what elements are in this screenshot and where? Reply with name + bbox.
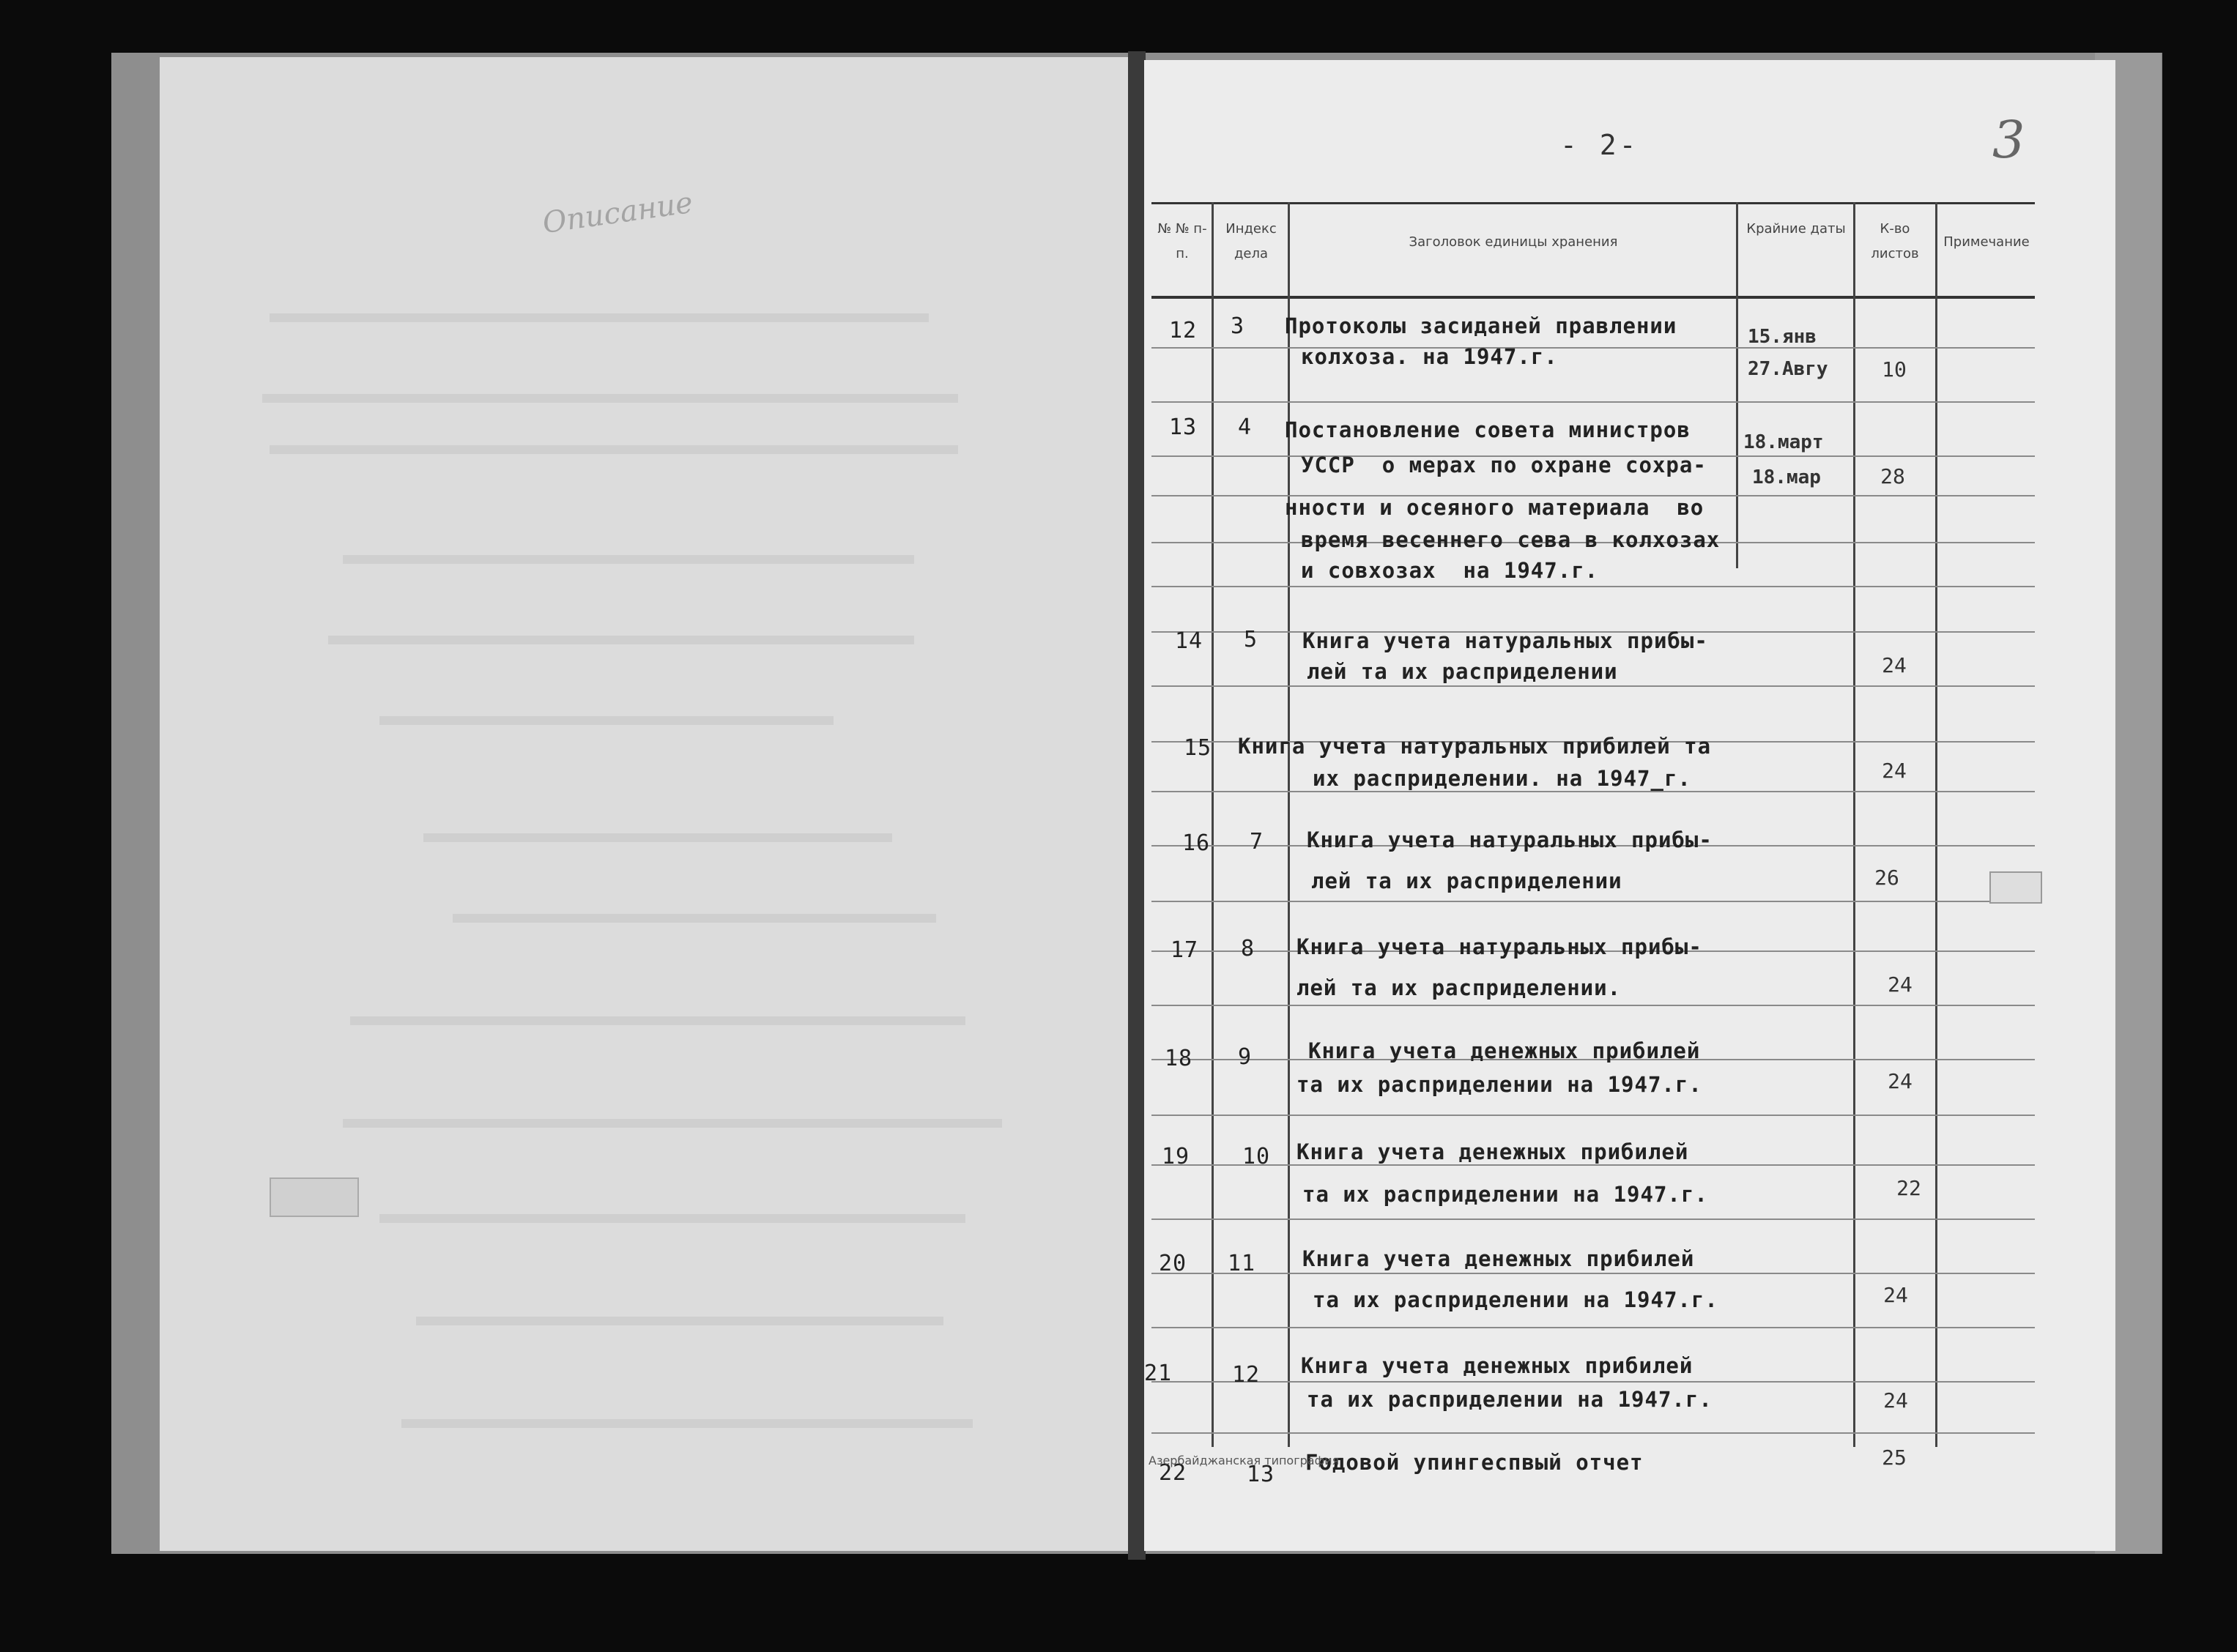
page-number: - 2- (1560, 129, 1639, 161)
row-rule (1151, 1327, 2035, 1328)
row-sheets: 24 (1888, 1069, 1913, 1093)
ghost-line (343, 1119, 1002, 1128)
row-sheets: 24 (1888, 972, 1913, 997)
row-num: 13 (1169, 414, 1198, 440)
row-date: 27.Авгу (1748, 358, 1828, 380)
header-bottom-line (1151, 296, 2035, 299)
row-rule (1151, 685, 2035, 687)
column-divider (1288, 202, 1290, 1447)
row-rule (1151, 586, 2035, 587)
header-dates: Крайние даты (1746, 221, 1846, 237)
row-sheets: 22 (1896, 1176, 1921, 1200)
row-sheets: 28 (1880, 464, 1905, 488)
cell-stamp (1989, 871, 2042, 904)
row-num: 14 (1175, 628, 1203, 654)
row-title: та их расприделении на 1947.г. (1302, 1182, 1708, 1207)
row-rule (1151, 1273, 2035, 1274)
row-rule (1151, 1218, 2035, 1220)
row-index: 8 (1241, 936, 1255, 961)
row-title: их расприделении. на 1947_г. (1313, 766, 1691, 791)
ghost-line (270, 445, 958, 454)
row-sheets: 24 (1883, 1283, 1908, 1307)
row-title: лей та их расприделении. (1296, 975, 1622, 1000)
row-title: та их расприделении на 1947.г. (1307, 1387, 1713, 1412)
row-rule (1151, 1381, 2035, 1383)
row-title: лей та их расприделении (1307, 659, 1618, 684)
folio-number: 3 (1992, 110, 2025, 170)
handwritten-note: Описание (540, 185, 695, 241)
row-title: Книга учета денежных прибилей (1302, 1246, 1695, 1271)
row-index: 13 (1247, 1462, 1275, 1487)
row-sheets: 24 (1882, 759, 1907, 783)
row-date: 15.янв (1748, 326, 1817, 348)
row-title: Книга учета денежных прибилей (1296, 1139, 1689, 1164)
row-title: Книга учета натуральных прибилей та (1238, 734, 1712, 759)
row-index: 4 (1238, 414, 1253, 440)
row-title: Протоколы засиданей правлении (1285, 313, 1677, 338)
row-rule (1151, 347, 2035, 349)
ghost-line (350, 1016, 965, 1025)
row-title: УССР о мерах по охране сохра- (1301, 453, 1707, 477)
row-sheets: 10 (1882, 357, 1907, 382)
row-rule (1151, 1005, 2035, 1006)
row-rule (1151, 901, 2035, 902)
column-divider (1935, 202, 1937, 1447)
ghost-line (423, 833, 892, 842)
footer-print: Азербайджанская типография (1149, 1454, 1340, 1467)
column-divider (1212, 202, 1214, 1447)
row-rule (1151, 401, 2035, 403)
row-index: 9 (1238, 1044, 1253, 1070)
header-note: Примечание (1943, 234, 2030, 250)
row-title: Книга учета натуральных прибы- (1296, 934, 1702, 959)
row-num: 15 (1184, 735, 1212, 761)
header-title: Заголовок единицы хранения (1409, 234, 1618, 250)
header-sheets: К-во листов (1871, 221, 1919, 261)
row-rule (1151, 791, 2035, 792)
row-rule (1151, 1115, 2035, 1116)
row-title: Книга учета денежных прибилей (1301, 1353, 1693, 1378)
row-num: 18 (1165, 1046, 1193, 1071)
row-index: 7 (1250, 829, 1264, 855)
row-num: 20 (1159, 1251, 1187, 1276)
row-rule (1151, 1432, 2035, 1434)
row-title: та их расприделении на 1947.г. (1296, 1072, 1702, 1097)
row-sheets: 24 (1883, 1388, 1908, 1413)
row-title: Книга учета натуральных прибы- (1307, 827, 1713, 852)
ghost-line (453, 914, 936, 923)
row-sheets: 25 (1882, 1446, 1907, 1470)
row-title: колхоза. на 1947.г. (1301, 344, 1558, 369)
row-date: 18.март (1743, 431, 1824, 453)
column-divider (1853, 202, 1855, 1447)
row-rule (1151, 1164, 2035, 1166)
row-title: нности и осеяного материала во (1285, 495, 1704, 520)
row-title: Постановление совета министров (1285, 417, 1691, 442)
row-num: 16 (1182, 830, 1211, 856)
row-index: 3 (1231, 313, 1245, 339)
ghost-line (270, 313, 929, 322)
row-title: время весеннего сева в колхозах (1301, 527, 1721, 552)
ghost-line (343, 555, 914, 564)
row-sheets: 24 (1882, 653, 1907, 677)
row-num: 17 (1171, 937, 1199, 963)
row-num: 19 (1162, 1144, 1190, 1169)
row-title: Книга учета денежных прибилей (1308, 1038, 1701, 1063)
header-num: № № п-п. (1157, 221, 1207, 261)
row-title: та их расприделении на 1947.г. (1313, 1287, 1718, 1312)
ghost-line (379, 1214, 965, 1223)
ghost-line (379, 716, 834, 725)
row-title: и совхозах на 1947.г. (1301, 558, 1599, 583)
row-title: Книга учета натуральных прибы- (1302, 628, 1708, 653)
row-index: 11 (1228, 1251, 1256, 1276)
row-title: Годовой упингеспвый отчет (1305, 1450, 1644, 1475)
header-top-line (1151, 202, 2035, 204)
row-date: 18.мар (1752, 466, 1821, 488)
book-spine (1128, 51, 1146, 1560)
ghost-line (262, 394, 958, 403)
ghost-line (328, 636, 914, 644)
row-num: 21 (1144, 1361, 1173, 1386)
bleed-stamp (270, 1177, 359, 1217)
row-sheets: 26 (1874, 866, 1899, 890)
header-index: Индекс дела (1225, 221, 1277, 261)
row-index: 5 (1244, 627, 1258, 652)
column-divider (1736, 202, 1738, 568)
row-index: 12 (1232, 1362, 1261, 1388)
ghost-line (401, 1419, 973, 1428)
ghost-line (416, 1317, 943, 1325)
left-page (160, 57, 1128, 1551)
row-index: 10 (1242, 1144, 1271, 1169)
row-title: лей та их расприделении (1311, 868, 1622, 893)
row-num: 22 (1159, 1460, 1187, 1486)
row-num: 12 (1169, 318, 1198, 343)
